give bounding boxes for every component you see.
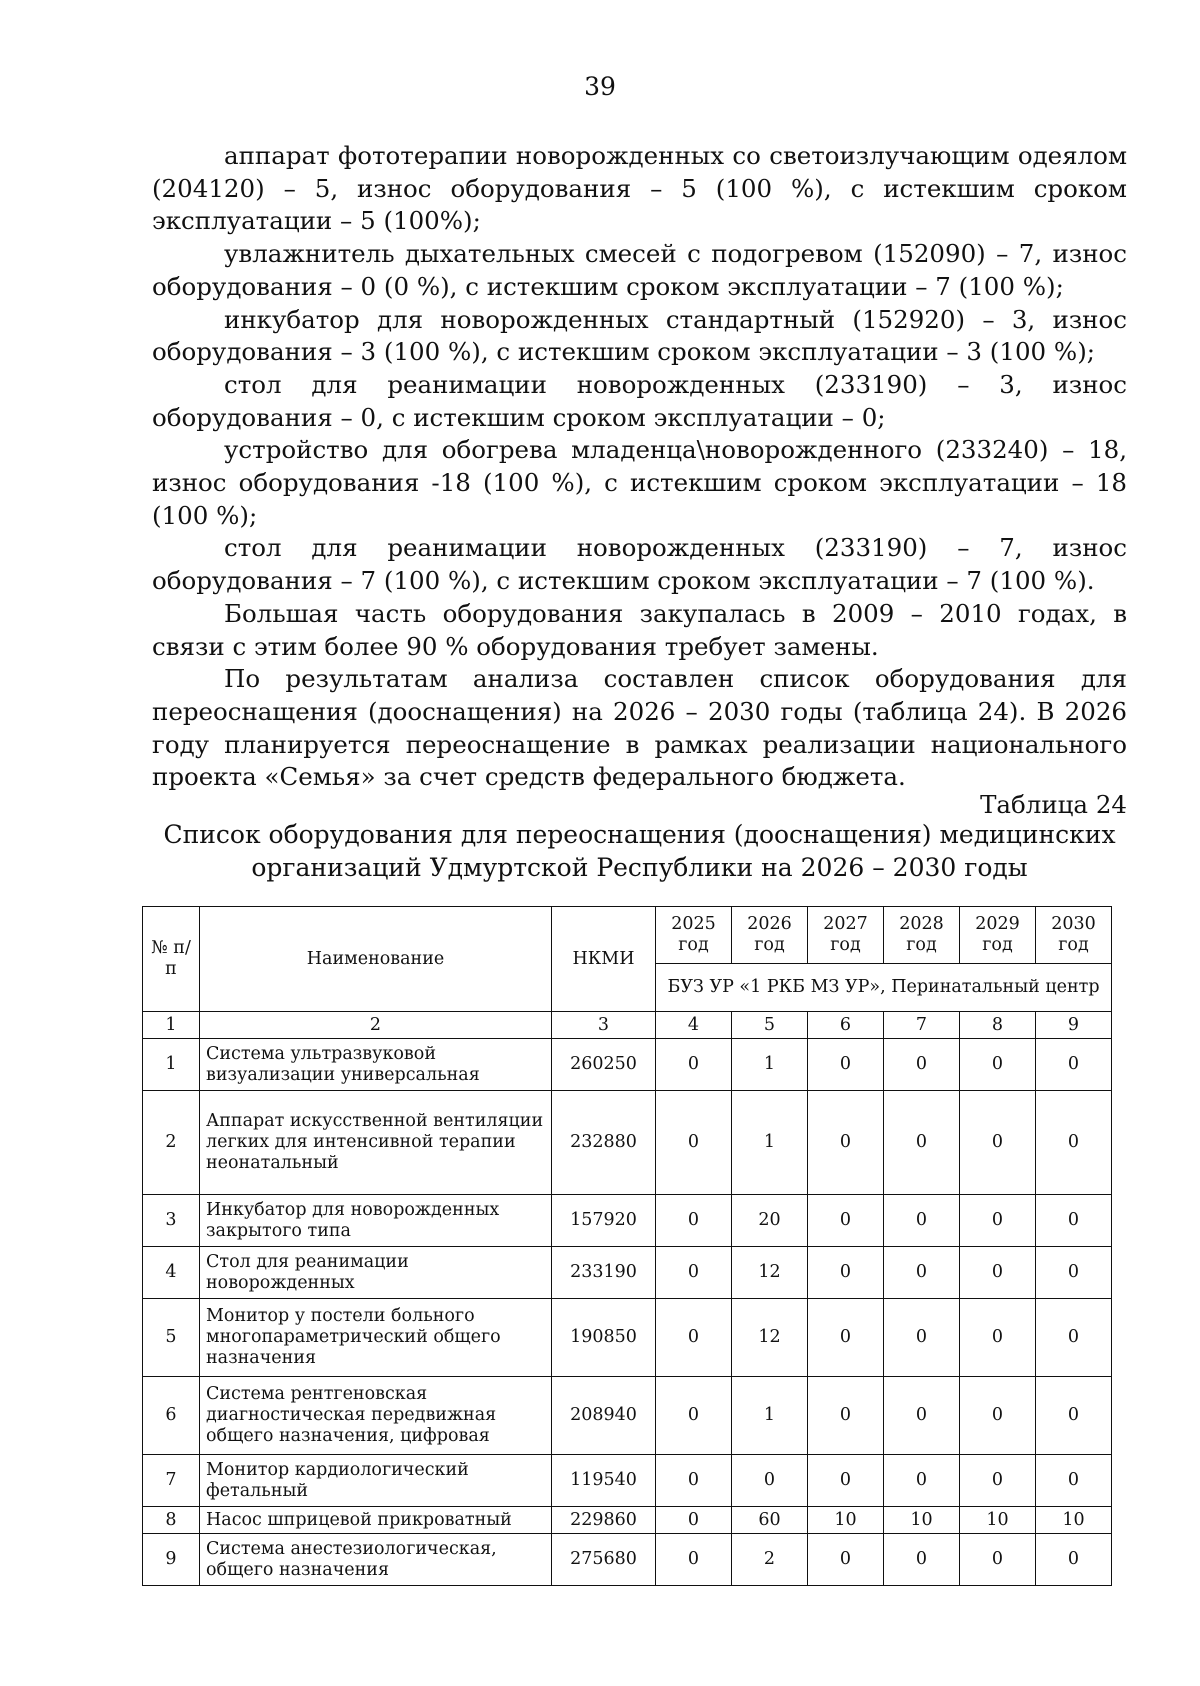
header-year: 2026 год — [732, 907, 808, 964]
table-row — [143, 1507, 1112, 1534]
nkmi-code: 190850 — [552, 1299, 656, 1377]
quantity-cell: 0 — [656, 1534, 732, 1586]
quantity-cell: 0 — [808, 1039, 884, 1091]
quantity-cell: 0 — [1036, 1377, 1112, 1455]
header-num: № п/п — [143, 907, 200, 1012]
header-year: 2027 год — [808, 907, 884, 964]
table-row — [143, 1299, 1112, 1377]
row-number: 9 — [143, 1534, 200, 1586]
equipment-name: Монитор у постели больного многопараметрический общего назначения — [200, 1299, 552, 1377]
column-number: 7 — [884, 1012, 960, 1039]
quantity-cell: 0 — [960, 1534, 1036, 1586]
column-number: 4 — [656, 1012, 732, 1039]
equipment-name: Стол для реанимации новорожденных — [200, 1247, 552, 1299]
nkmi-code: 260250 — [552, 1039, 656, 1091]
quantity-cell: 20 — [732, 1195, 808, 1247]
header-year: 2030 год — [1036, 907, 1112, 964]
equipment-name: Аппарат искусственной вентиляции легких для интенсивной терапии неонатальный — [200, 1091, 552, 1195]
nkmi-code: 157920 — [552, 1195, 656, 1247]
quantity-cell: 1 — [732, 1091, 808, 1195]
table-row — [143, 1534, 1112, 1586]
column-number: 9 — [1036, 1012, 1112, 1039]
paragraph: увлажнитель дыхательных смесей с подогревом (152090) – 7, износ оборудования – 0 (0 %), с истекшим сроком эксплуатации – 7 (100 %); — [152, 239, 1127, 301]
quantity-cell: 0 — [1036, 1247, 1112, 1299]
quantity-cell: 0 — [960, 1455, 1036, 1507]
row-number: 7 — [143, 1455, 200, 1507]
table-row — [143, 1247, 1112, 1299]
row-number: 4 — [143, 1247, 200, 1299]
table-title — [152, 818, 1127, 884]
quantity-cell: 10 — [1036, 1507, 1112, 1534]
quantity-cell: 0 — [656, 1195, 732, 1247]
nkmi-code: 208940 — [552, 1377, 656, 1455]
nkmi-code: 229860 — [552, 1507, 656, 1534]
quantity-cell: 0 — [656, 1247, 732, 1299]
quantity-cell: 0 — [656, 1377, 732, 1455]
quantity-cell: 2 — [732, 1534, 808, 1586]
quantity-cell: 0 — [1036, 1195, 1112, 1247]
quantity-cell: 0 — [656, 1507, 732, 1534]
row-number: 3 — [143, 1195, 200, 1247]
paragraph: Большая часть оборудования закупалась в 2009 – 2010 годах, в связи с этим более 90 % оборудования требует замены. — [152, 598, 1127, 661]
paragraph: По результатам анализа составлен список оборудования для переоснащения (дооснащения) на 2026 – 2030 годы (таблица 24). В 2026 году планируется переоснащение в рамках реализации национального проекта «Семья» за счет средств федерального бюджета. — [152, 664, 1127, 792]
quantity-cell: 0 — [808, 1299, 884, 1377]
quantity-cell: 0 — [656, 1091, 732, 1195]
quantity-cell: 12 — [732, 1299, 808, 1377]
row-number: 2 — [143, 1091, 200, 1195]
quantity-cell: 12 — [732, 1247, 808, 1299]
quantity-cell: 0 — [808, 1534, 884, 1586]
paragraph: инкубатор для новорожденных стандартный (152920) – 3, износ оборудования – 3 (100 %), с истекшим сроком эксплуатации – 3 (100 %); — [152, 304, 1127, 367]
quantity-cell: 10 — [960, 1507, 1036, 1534]
quantity-cell: 0 — [960, 1299, 1036, 1377]
quantity-cell: 1 — [732, 1377, 808, 1455]
row-number: 1 — [143, 1039, 200, 1091]
header-year: 2025 год — [656, 907, 732, 964]
equipment-name: Система рентгеновская диагностическая передвижная общего назначения, цифровая — [200, 1377, 552, 1455]
row-number: 6 — [143, 1377, 200, 1455]
nkmi-code: 232880 — [552, 1091, 656, 1195]
paragraph: устройство для обогрева младенца\новорожденного (233240) – 18, износ оборудования -18 (100 %), с истекшим сроком эксплуатации – 18 (100 %); — [152, 435, 1127, 530]
table-row — [143, 1377, 1112, 1455]
column-number: 3 — [552, 1012, 656, 1039]
quantity-cell: 0 — [884, 1091, 960, 1195]
header-nkmi: НКМИ — [552, 907, 656, 1012]
paragraph: стол для реанимации новорожденных (233190) – 7, износ оборудования – 7 (100 %), с истекшим сроком эксплуатации – 7 (100 %). — [152, 533, 1127, 596]
table-title-line: Список оборудования для переоснащения (дооснащения) медицинских — [163, 820, 1116, 849]
quantity-cell: 0 — [808, 1455, 884, 1507]
quantity-cell: 0 — [732, 1455, 808, 1507]
quantity-cell: 0 — [1036, 1299, 1112, 1377]
quantity-cell: 10 — [884, 1507, 960, 1534]
equipment-name: Система ультразвуковой визуализации универсальная — [200, 1039, 552, 1091]
header-organization: БУЗ УР «1 РКБ МЗ УР», Перинатальный центр — [656, 964, 1112, 1012]
quantity-cell: 0 — [1036, 1039, 1112, 1091]
row-number: 5 — [143, 1299, 200, 1377]
table-row — [143, 1195, 1112, 1247]
quantity-cell: 0 — [1036, 1091, 1112, 1195]
quantity-cell: 0 — [960, 1039, 1036, 1091]
column-number: 6 — [808, 1012, 884, 1039]
page-number: 39 — [584, 72, 616, 101]
quantity-cell: 0 — [884, 1299, 960, 1377]
quantity-cell: 0 — [656, 1299, 732, 1377]
nkmi-code: 119540 — [552, 1455, 656, 1507]
quantity-cell: 60 — [732, 1507, 808, 1534]
equipment-name: Насос шприцевой прикроватный — [200, 1507, 552, 1534]
table-title-line: организаций Удмуртской Республики на 2026 – 2030 годы — [251, 853, 1028, 882]
quantity-cell: 0 — [884, 1534, 960, 1586]
quantity-cell: 0 — [808, 1195, 884, 1247]
header-name: Наименование — [200, 907, 552, 1012]
table-row — [143, 1455, 1112, 1507]
column-number: 1 — [143, 1012, 200, 1039]
quantity-cell: 0 — [884, 1195, 960, 1247]
column-number: 8 — [960, 1012, 1036, 1039]
quantity-cell: 0 — [960, 1091, 1036, 1195]
quantity-cell: 1 — [732, 1039, 808, 1091]
quantity-cell: 0 — [884, 1247, 960, 1299]
quantity-cell: 0 — [808, 1091, 884, 1195]
quantity-cell: 0 — [884, 1377, 960, 1455]
equipment-name: Инкубатор для новорожденных закрытого типа — [200, 1195, 552, 1247]
quantity-cell: 0 — [884, 1039, 960, 1091]
table-row — [143, 1091, 1112, 1195]
quantity-cell: 10 — [808, 1507, 884, 1534]
quantity-cell: 0 — [884, 1455, 960, 1507]
quantity-cell: 0 — [1036, 1455, 1112, 1507]
quantity-cell: 0 — [808, 1247, 884, 1299]
equipment-table — [142, 906, 1112, 1586]
table-row — [143, 1039, 1112, 1091]
column-number: 5 — [732, 1012, 808, 1039]
quantity-cell: 0 — [960, 1377, 1036, 1455]
header-year: 2028 год — [884, 907, 960, 964]
equipment-name: Монитор кардиологический фетальный — [200, 1455, 552, 1507]
paragraph: аппарат фототерапии новорожденных со светоизлучающим одеялом (204120) – 5, износ оборудования – 5 (100 %), с истекшим сроком эксплуатации – 5 (100%); — [152, 141, 1127, 236]
paragraph: стол для реанимации новорожденных (233190) – 3, износ оборудования – 0, с истекшим сроком эксплуатации – 0; — [152, 369, 1127, 432]
quantity-cell: 0 — [960, 1195, 1036, 1247]
table-caption: Таблица 24 — [980, 790, 1127, 819]
row-number: 8 — [143, 1507, 200, 1534]
body-text — [152, 140, 1127, 794]
quantity-cell: 0 — [656, 1455, 732, 1507]
column-number: 2 — [200, 1012, 552, 1039]
header-year: 2029 год — [960, 907, 1036, 964]
quantity-cell: 0 — [808, 1377, 884, 1455]
quantity-cell: 0 — [656, 1039, 732, 1091]
quantity-cell: 0 — [960, 1247, 1036, 1299]
nkmi-code: 233190 — [552, 1247, 656, 1299]
equipment-name: Система анестезиологическая, общего назначения — [200, 1534, 552, 1586]
nkmi-code: 275680 — [552, 1534, 656, 1586]
quantity-cell: 0 — [1036, 1534, 1112, 1586]
